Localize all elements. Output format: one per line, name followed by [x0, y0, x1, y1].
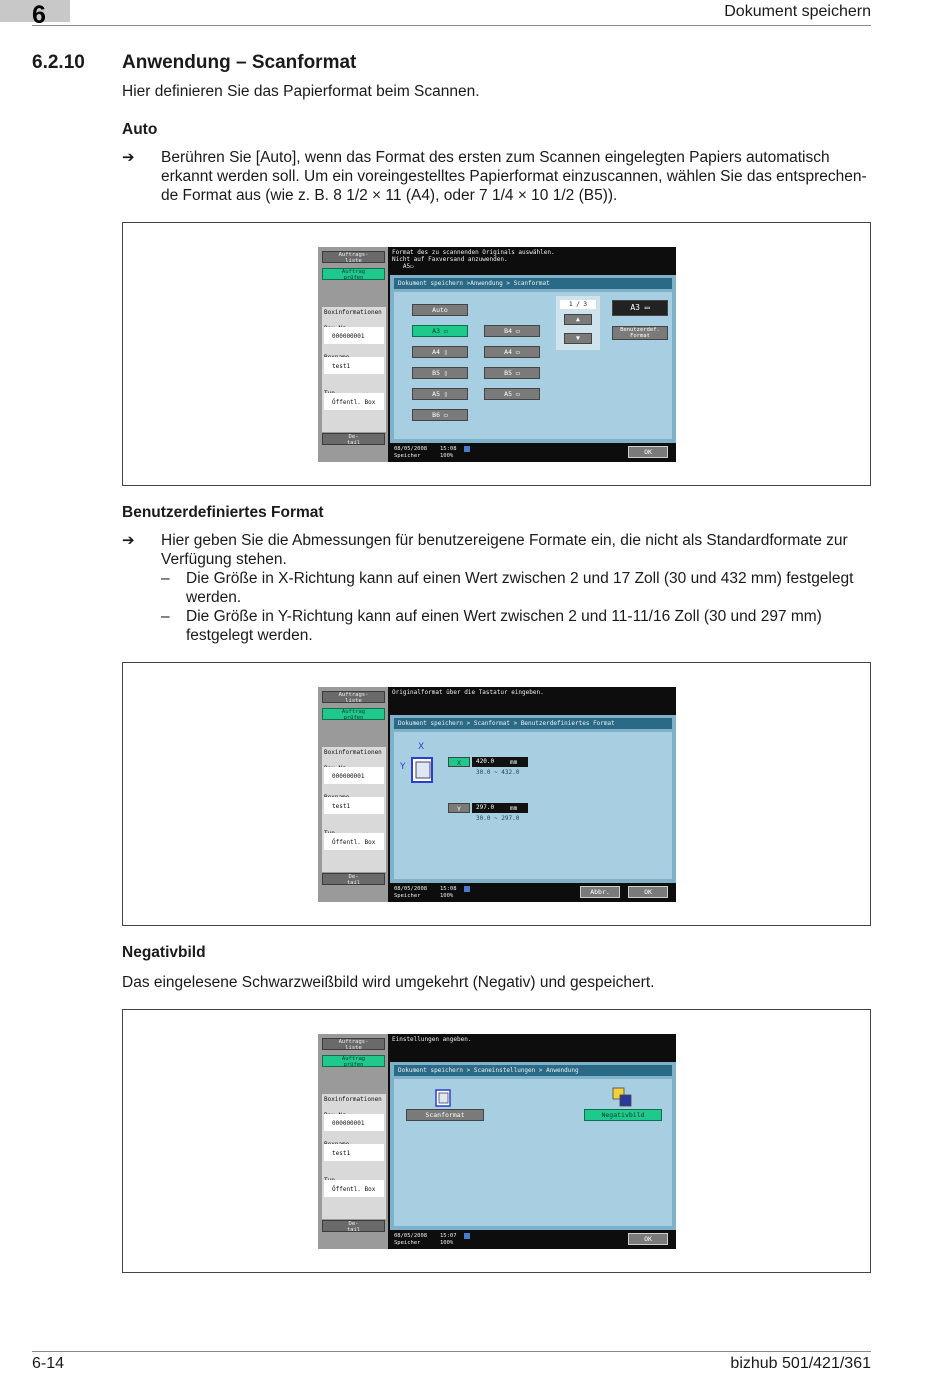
status-date: 08/05/2008: [394, 886, 428, 892]
main-area: [390, 1062, 676, 1230]
box-no-value: 000000001: [324, 1114, 384, 1131]
status-time: 15:08: [440, 886, 457, 892]
auto-instruction: Berühren Sie [Auto], wenn das Format des ersten zum Scannen eingelegten Papiers automatisch erkannt werden soll. Um ein voreingestelltes Papierformat einzuscannen, wählen Sie das entsprechende Format aus (wie z. B. 8 1/2 × 11 (A4), oder 7 1/4 × 10 1/2 (B5)).: [161, 149, 867, 204]
running-header-title: Dokument speichern: [724, 3, 871, 20]
header-rule: [32, 25, 871, 26]
box-info-title: Boxinformationen: [324, 309, 382, 316]
x-unit: mm: [510, 759, 518, 766]
custom-format-input-area: [394, 732, 672, 879]
custom-heading: Benutzerdefiniertes Format: [122, 504, 324, 521]
network-status-icon: [464, 446, 470, 452]
box-info-panel: [322, 1094, 386, 1219]
format-b5-portrait-button[interactable]: B5 ▯: [412, 367, 468, 379]
breadcrumb: Dokument speichern > Scanformat > Benutzerdefiniertes Format: [394, 718, 672, 729]
page-down-button[interactable]: ▼: [564, 333, 592, 344]
format-a5-landscape-button[interactable]: A5 ▭: [484, 388, 540, 400]
job-list-button[interactable]: Auftrags- liste: [322, 691, 385, 703]
cancel-button[interactable]: Abbr.: [580, 886, 620, 898]
memory-value: 100%: [440, 1240, 454, 1246]
bullet2-dash: –: [161, 608, 170, 625]
status-time: 15:08: [440, 446, 457, 452]
format-a3-button[interactable]: A3 ▭: [412, 325, 468, 337]
application-options-area: [394, 1079, 672, 1226]
x-select-button[interactable]: X: [448, 757, 470, 767]
footer-rule: [32, 1351, 871, 1352]
custom-instruction: Hier geben Sie die Abmessungen für benutzereigene Formate ein, die nicht als Standardformate zur Verfügung stehen.: [161, 532, 848, 568]
product-name: bizhub 501/421/361: [730, 1355, 871, 1372]
x-range: 30.0 ~ 432.0: [476, 769, 520, 776]
x-value-field[interactable]: 420.0: [472, 757, 528, 767]
detail-button[interactable]: De- tail: [322, 433, 385, 445]
pager-panel: [556, 296, 600, 350]
negative-description: Das eingelesene Schwarzweißbild wird umgekehrt (Negativ) und gespeichert.: [122, 974, 655, 991]
auto-heading: Auto: [122, 121, 158, 138]
paper-xy-icon: [404, 752, 434, 786]
breadcrumb: Dokument speichern > Scaneinstellungen > Anwendung: [394, 1065, 672, 1076]
format-selection-area: [394, 292, 672, 439]
page-indicator: 1 / 3: [560, 300, 596, 309]
screen-message: Originalformat über die Tastatur eingeben.: [392, 689, 544, 696]
main-area: [390, 715, 676, 883]
left-panel: [318, 687, 388, 902]
ok-button[interactable]: OK: [628, 886, 668, 898]
box-name-value: test1: [324, 797, 384, 814]
page-number: 6-14: [32, 1355, 65, 1372]
type-value: Öffentl. Box: [324, 1180, 384, 1197]
status-time: 15:07: [440, 1233, 457, 1239]
page-up-button[interactable]: ▲: [564, 314, 592, 325]
auto-arrow-icon: ➔: [122, 149, 135, 166]
device-screen-application: [318, 1034, 676, 1249]
ok-button[interactable]: OK: [628, 446, 668, 458]
type-value: Öffentl. Box: [324, 833, 384, 850]
format-a5-portrait-button[interactable]: A5 ▯: [412, 388, 468, 400]
format-a4-portrait-button[interactable]: A4 ▯: [412, 346, 468, 358]
scanformat-button[interactable]: Scanformat: [406, 1109, 484, 1121]
y-unit: mm: [510, 805, 518, 812]
figure-scanformat-screen: [122, 222, 871, 486]
job-check-button[interactable]: Auftrag prüfen: [322, 708, 385, 720]
custom-arrow-icon: ➔: [122, 532, 135, 549]
auto-button[interactable]: Auto: [412, 304, 468, 316]
memory-value: 100%: [440, 893, 454, 899]
device-screen-custom-format: [318, 687, 676, 902]
status-date: 08/05/2008: [394, 446, 428, 452]
y-value-field[interactable]: 297.0: [472, 803, 528, 813]
format-b4-button[interactable]: B4 ▭: [484, 325, 540, 337]
bullet1-dash: –: [161, 570, 170, 587]
type-value: Öffentl. Box: [324, 393, 384, 410]
custom-format-button[interactable]: Benutzerdef. Format: [612, 326, 668, 340]
memory-label: Speicher: [394, 453, 421, 459]
figure-custom-format-screen: [122, 662, 871, 926]
format-a4-landscape-button[interactable]: A4 ▭: [484, 346, 540, 358]
detail-button[interactable]: De- tail: [322, 1220, 385, 1232]
negative-heading: Negativbild: [122, 944, 206, 961]
screen-message: Einstellungen angeben.: [392, 1036, 472, 1043]
screen-message: Format des zu scannenden Originals auswählen. Nicht auf Faxversand anzuwenden. A5▭: [392, 249, 555, 270]
device-screen-scanformat: [318, 247, 676, 462]
section-title: Anwendung – Scanformat: [122, 52, 357, 73]
bullet-y-range: Die Größe in Y-Richtung kann auf einen Wert zwischen 2 und 11-11/16 Zoll (30 und 297 mm) festgelegt werden.: [186, 608, 822, 644]
job-check-button[interactable]: Auftrag prüfen: [322, 1055, 385, 1067]
bullet-x-range: Die Größe in X-Richtung kann auf einen Wert zwischen 2 und 17 Zoll (30 und 432 mm) festgelegt werden.: [186, 570, 854, 606]
memory-label: Speicher: [394, 1240, 421, 1246]
figure-application-screen: [122, 1009, 871, 1273]
negativbild-button[interactable]: Negativbild: [584, 1109, 662, 1121]
main-area: [390, 275, 676, 443]
scanformat-icon: [434, 1089, 452, 1107]
network-status-icon: [464, 1233, 470, 1239]
section-intro: Hier definieren Sie das Papierformat beim Scannen.: [122, 83, 480, 100]
detail-button[interactable]: De- tail: [322, 873, 385, 885]
left-panel: [318, 247, 388, 462]
status-date: 08/05/2008: [394, 1233, 428, 1239]
box-info-title: Boxinformationen: [324, 1096, 382, 1103]
box-name-value: test1: [324, 357, 384, 374]
y-axis-label: Y: [400, 762, 406, 772]
negativbild-icon: [612, 1087, 632, 1107]
section-number: 6.2.10: [32, 52, 85, 73]
job-list-button[interactable]: Auftrags- liste: [322, 1038, 385, 1050]
format-b6-button[interactable]: B6 ▭: [412, 409, 468, 421]
ok-button[interactable]: OK: [628, 1233, 668, 1245]
job-check-button[interactable]: Auftrag prüfen: [322, 268, 385, 280]
chapter-number: 6: [32, 1, 46, 29]
memory-value: 100%: [440, 453, 454, 459]
left-panel: [318, 1034, 388, 1249]
y-range: 30.0 ~ 297.0: [476, 815, 520, 822]
network-status-icon: [464, 886, 470, 892]
box-info-panel: [322, 307, 386, 432]
box-info-title: Boxinformationen: [324, 749, 382, 756]
format-b5-landscape-button[interactable]: B5 ▭: [484, 367, 540, 379]
box-no-value: 000000001: [324, 767, 384, 784]
box-no-value: 000000001: [324, 327, 384, 344]
x-axis-label: X: [418, 742, 425, 752]
y-select-button[interactable]: Y: [448, 803, 470, 813]
memory-label: Speicher: [394, 893, 421, 899]
box-name-value: test1: [324, 1144, 384, 1161]
current-format-display: A3 ▭: [612, 300, 668, 316]
breadcrumb: Dokument speichern >Anwendung > Scanformat: [394, 278, 672, 289]
job-list-button[interactable]: Auftrags- liste: [322, 251, 385, 263]
box-info-panel: [322, 747, 386, 872]
